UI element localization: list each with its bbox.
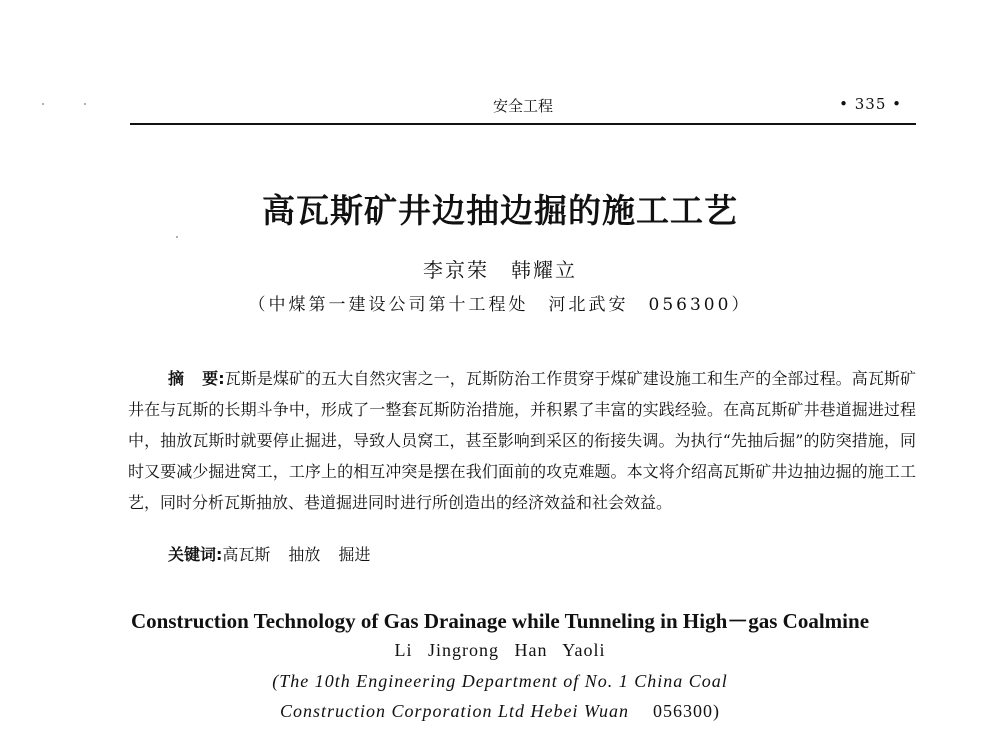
scan-speck [176,236,178,238]
keyword: 掘进 [338,545,371,564]
scan-speck [42,103,44,105]
journal-section: 安全工程 [492,97,553,115]
keywords-label: 关键词: [168,545,223,564]
author-list: 李京荣 韩耀立 [423,258,577,282]
author-affiliation: （中煤第一建设公司第十工程处 河北武安 056300） [248,295,752,315]
paper-title: 高瓦斯矿井边抽边掘的施工工艺 [262,191,738,230]
keywords-line [168,542,388,565]
abstract-label: 摘 要: [168,369,225,388]
page-number: • 335 • [839,95,902,113]
keyword: 抽放 [288,545,321,564]
keyword: 高瓦斯 [222,545,271,564]
scan-speck [84,103,86,105]
header-rule [130,123,916,125]
abstract-paragraph [128,363,916,518]
english-affiliation-line-1: (The 10th Engineering Department of No. 1 China Coal [272,671,728,691]
running-header [130,95,916,119]
english-postcode: 056300) [653,701,721,721]
english-affiliation-text: Construction Corporation Ltd Hebei Wuan [279,701,630,721]
english-title: Construction Technology of Gas Drainage while Tunneling in High－gas Coalmine [130,609,870,633]
english-affiliation-line-2 [0,701,1000,722]
english-author-list: Li Jingrong Han Yaoli [394,640,606,660]
abstract-text: 瓦斯是煤矿的五大自然灾害之一，瓦斯防治工作贯穿于煤矿建设施工和生产的全部过程。高瓦斯矿井在与瓦斯的长期斗争中，形成了一整套瓦斯防治措施，并积累了丰富的实践经验。在高瓦斯矿井巷道掘进过程中，抽放瓦斯时就要停止掘进，导致人员窝工，甚至影响到采区的衔接失调。为执行“先抽后掘”的防突措施，同时又要减少掘进窝工，工序上的相互冲突是摆在我们面前的攻克难题。本文将介绍高瓦斯矿井边抽边掘的施工工艺，同时分析瓦斯抽放、巷道掘进同时进行所创造出的经济效益和社会效益。 [128,369,916,512]
